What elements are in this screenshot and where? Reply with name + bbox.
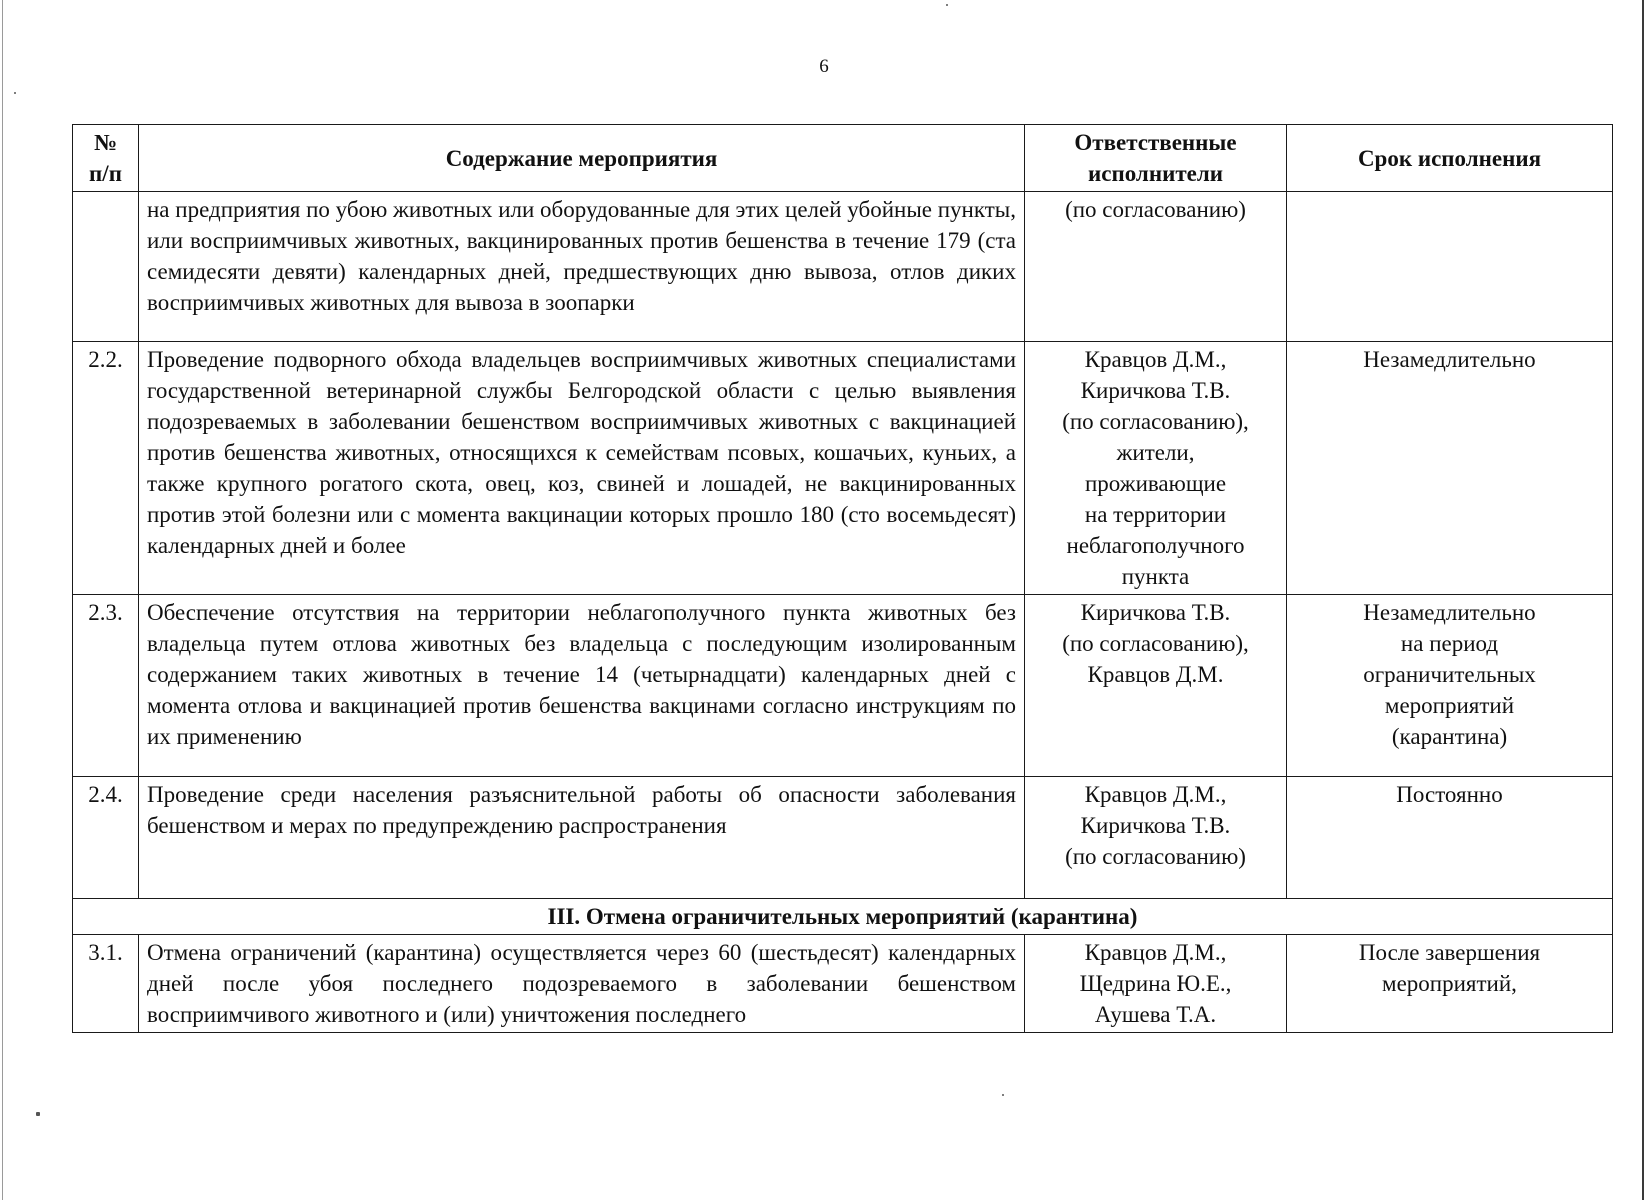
- scan-speck: [946, 4, 948, 6]
- section-title: III. Отмена ограничительных мероприятий (карантина): [73, 899, 1613, 935]
- cell-line: Киричкова Т.В.: [1080, 378, 1231, 403]
- cell-line: (по согласованию): [1065, 197, 1246, 222]
- row-number: 3.1.: [73, 935, 139, 1033]
- cell-line: на территории: [1084, 502, 1227, 527]
- cell-line: неблагополучного: [1066, 533, 1245, 558]
- scan-edge-right: [1642, 0, 1644, 1200]
- page-number: 6: [819, 56, 829, 77]
- cell-line: Кравцов Д.М.,: [1084, 782, 1227, 807]
- row-responsible: [1025, 777, 1287, 899]
- table-row-2-3: [73, 595, 1613, 777]
- table-row-2-4: [73, 777, 1613, 899]
- table-row-continuation: [73, 192, 1613, 342]
- row-content: Проведение подворного обхода владельцев восприимчивых животных специалистами государственной ветеринарной службы Белгородской области с целью выявления подозреваемых в заболевании бешенством восприимчивых животных с вакцинацией против бешенства животных, относящихся к семействам псовых, кошачьих, куньих, а также крупного рогатого скота, овец, коз, свиней и лошадей, не вакцинированных против этой болезни или с момента вакцинации которых прошло 180 (сто восемьдесят) календарных дней и более: [139, 342, 1025, 595]
- row-number: 2.3.: [73, 595, 139, 777]
- header-number: № п/п: [73, 125, 139, 192]
- header-responsible: Ответственные исполнители: [1025, 125, 1287, 192]
- cell-line: Кравцов Д.М.: [1087, 662, 1224, 687]
- row-term: [1287, 595, 1613, 777]
- cell-line: Кравцов Д.М.,: [1084, 347, 1227, 372]
- row-content: на предприятия по убою животных или оборудованные для этих целей убойные пункты, или восприимчивых животных, вакцинированных против бешенства в течение 179 (ста семидесяти девяти) календарных дней, предшествующих дню вывоза, отлов диких восприимчивых животных для вывоза в зоопарки: [139, 192, 1025, 342]
- row-content: Проведение среди населения разъяснительной работы об опасности заболевания бешенством и мерах по предупреждению распространения: [139, 777, 1025, 899]
- cell-line: на период: [1400, 631, 1499, 656]
- row-responsible: [1025, 595, 1287, 777]
- table-header-row: [73, 125, 1613, 192]
- cell-line: пункта: [1121, 564, 1190, 589]
- cell-line: мероприятий,: [1382, 971, 1517, 996]
- row-number: 2.4.: [73, 777, 139, 899]
- scan-edge-left: [2, 0, 3, 1200]
- cell-line: жители,: [1116, 440, 1195, 465]
- header-term: Срок исполнения: [1287, 125, 1613, 192]
- header-content: Содержание мероприятия: [139, 125, 1025, 192]
- row-number: 2.2.: [73, 342, 139, 595]
- row-number: [73, 192, 139, 342]
- cell-line: Незамедлительно: [1363, 600, 1536, 625]
- cell-line: Кравцов Д.М.,: [1084, 940, 1227, 965]
- cell-line: Аушева Т.А.: [1094, 1002, 1217, 1027]
- row-responsible: [1025, 342, 1287, 595]
- row-content: Обеспечение отсутствия на территории неблагополучного пункта животных без владельца путем отлова животных без владельца с последующим изолированным содержанием таких животных в течение 14 (четырнадцати) календарных дней с момента отлова и вакцинацией против бешенства вакцинами согласно инструкциям по их применению: [139, 595, 1025, 777]
- table-row-2-2: [73, 342, 1613, 595]
- section-header-row: [73, 899, 1613, 935]
- scan-speck: [1002, 1094, 1004, 1096]
- cell-line: Киричкова Т.В.: [1080, 813, 1231, 838]
- cell-line: мероприятий: [1384, 693, 1515, 718]
- table-row-3-1: [73, 935, 1613, 1033]
- cell-line: Киричкова Т.В.: [1080, 600, 1231, 625]
- scan-speck: [14, 92, 16, 94]
- cell-line: (карантина): [1391, 724, 1508, 749]
- row-term: [1287, 935, 1613, 1033]
- cell-line: (по согласованию),: [1062, 631, 1249, 656]
- scan-speck: [36, 1112, 40, 1116]
- cell-line: проживающие: [1084, 471, 1227, 496]
- cell-line: Щедрина Ю.Е.,: [1079, 971, 1232, 996]
- row-term: [1287, 192, 1613, 342]
- row-responsible: [1025, 935, 1287, 1033]
- cell-line: Незамедлительно: [1363, 347, 1536, 372]
- cell-line: (по согласованию),: [1062, 409, 1249, 434]
- cell-line: После завершения: [1358, 940, 1541, 965]
- row-term: [1287, 342, 1613, 595]
- row-content: Отмена ограничений (карантина) осуществляется через 60 (шестьдесят) календарных дней после убоя последнего подозреваемого в заболевании бешенством восприимчивого животного и (или) уничтожения последнего: [139, 935, 1025, 1033]
- row-term: [1287, 777, 1613, 899]
- cell-line: ограничительных: [1363, 662, 1536, 687]
- action-plan-table: [72, 124, 1613, 1033]
- cell-line: (по согласованию): [1065, 844, 1246, 869]
- row-responsible: [1025, 192, 1287, 342]
- cell-line: Постоянно: [1396, 782, 1503, 807]
